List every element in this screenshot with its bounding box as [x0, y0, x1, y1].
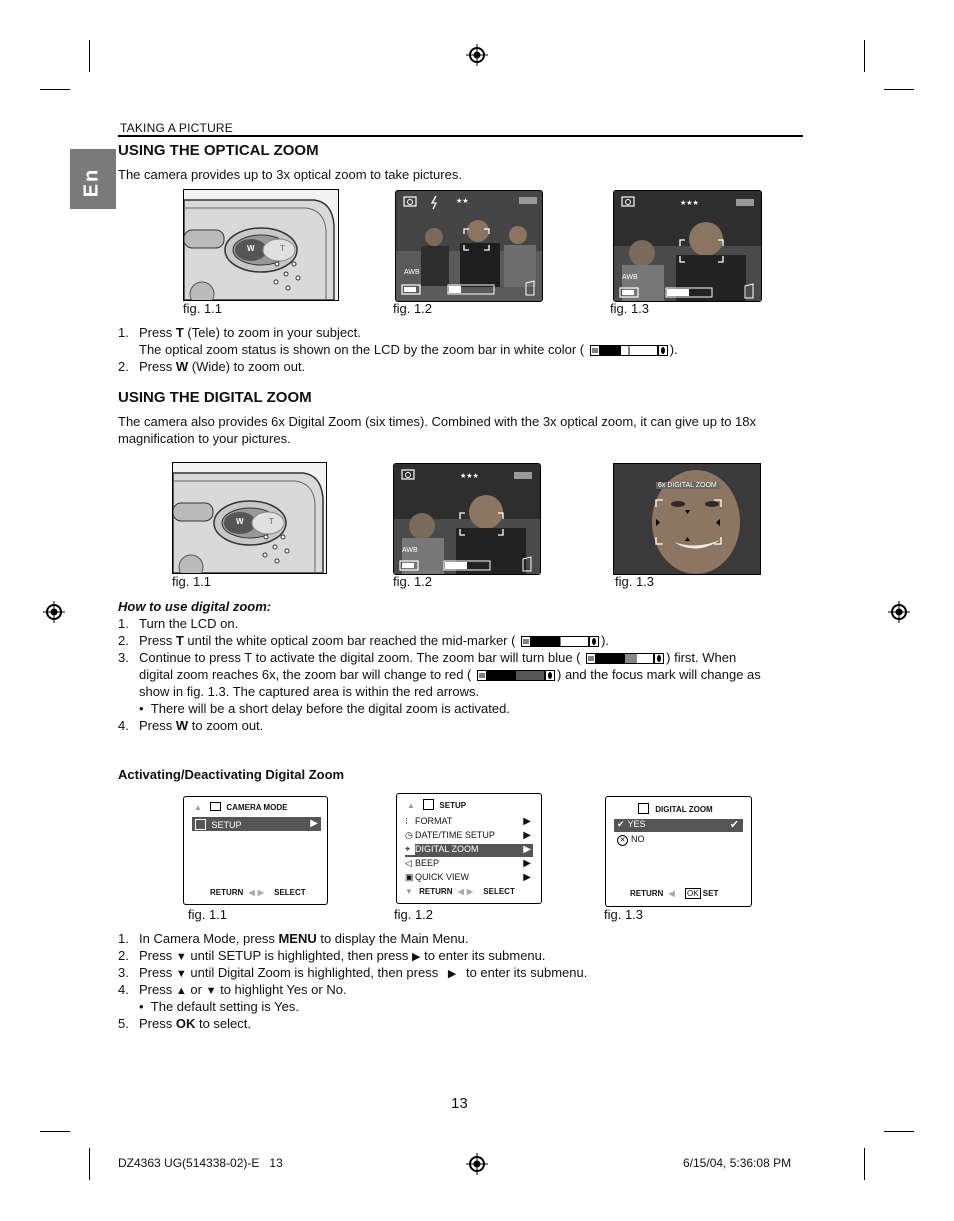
zoom-bar-red-icon — [477, 670, 555, 681]
activating-steps — [118, 930, 818, 1032]
ok-key-icon: OK — [686, 889, 699, 898]
footer-right: 6/15/04, 5:36:08 PM — [683, 1156, 792, 1170]
optical-intro: The camera provides up to 3x optical zoom to take pictures. — [118, 167, 462, 182]
registration-mark-icon — [43, 601, 65, 623]
list-item: • There will be a short delay before the digital zoom is activated. — [139, 701, 510, 716]
up-arrow-icon: ▲ — [194, 803, 202, 812]
menu-item-format[interactable]: ⁝ FORMAT ▶ — [405, 816, 531, 827]
tele-label: T — [280, 244, 285, 253]
lcd-preview-digital-zoom — [613, 463, 761, 575]
section-label: TAKING A PICTURE — [120, 121, 233, 135]
list-item: 5. Press OK to select. — [118, 1016, 251, 1031]
down-arrow-icon: ▼ — [175, 968, 187, 980]
down-arrow-icon: ▼ — [175, 951, 187, 963]
menu-item-beep[interactable]: ◁ BEEP ▶ — [405, 858, 531, 869]
fig-label: fig. 1.3 — [604, 907, 644, 922]
list-item: The optical zoom status is shown on the LCD by the zoom bar in white color ( ). — [139, 342, 678, 357]
setup-icon — [195, 819, 206, 830]
digital-zoom-icon: ⌖ — [405, 844, 415, 855]
optical-zoom-title: USING THE OPTICAL ZOOM — [118, 142, 319, 159]
svg-text:★★: ★★ — [456, 198, 469, 205]
tele-label: T — [269, 517, 274, 526]
speaker-icon: ◁ — [405, 858, 412, 868]
list-item: 3. Press ▼ until Digital Zoom is highlighted, then press ▶ to enter its submenu. — [118, 965, 588, 980]
fig-label: fig. 1.2 — [394, 907, 434, 922]
fig-label: fig. 1.3 — [610, 301, 650, 316]
camera-mode-menu: ▲ CAMERA MODE SETUP ▶ RETURN ◀ ▶ SELECT — [183, 796, 328, 905]
setup-icon — [423, 799, 434, 810]
option-no[interactable]: ✕ NO — [614, 834, 743, 847]
fig-label: fig. 1.1 — [183, 301, 223, 316]
right-arrow-icon: ▶ — [412, 951, 421, 963]
list-item: 1. Turn the LCD on. — [118, 616, 239, 631]
down-arrow-icon: ▼ — [405, 887, 413, 896]
menu-item-setup[interactable]: SETUP ▶ — [192, 817, 321, 831]
cross-circle-icon: ✕ — [617, 835, 628, 846]
left-arrow-icon: ◀ — [457, 887, 464, 896]
digital-zoom-overlay-label: 6x DIGITAL ZOOM — [658, 482, 717, 489]
list-item: 2. Press T until the white optical zoom bar reached the mid-marker ( ). — [118, 633, 610, 648]
lcd-preview-wide — [395, 190, 543, 302]
return-label: RETURN — [419, 887, 453, 896]
down-arrow-icon: ▼ — [205, 985, 217, 997]
select-label: SELECT — [483, 887, 515, 896]
return-label: RETURN — [630, 889, 664, 898]
menu-item-quick-view[interactable]: ▣QUICK VIEW ▶ — [405, 872, 531, 883]
digital-steps — [118, 615, 818, 734]
quick-view-icon: ▣ — [405, 872, 414, 882]
crop-mark — [89, 1148, 90, 1180]
lcd-preview-tele — [613, 190, 762, 302]
fig-label: fig. 1.2 — [393, 301, 433, 316]
format-icon: ⁝ — [405, 816, 408, 826]
wide-label: W — [236, 517, 244, 526]
fig-label: fig. 1.1 — [188, 907, 228, 922]
howto-title: How to use digital zoom: — [118, 599, 272, 614]
digital-zoom-title: USING THE DIGITAL ZOOM — [118, 389, 312, 406]
list-item: • The default setting is Yes. — [139, 999, 299, 1014]
activating-title: Activating/Deactivating Digital Zoom — [118, 767, 345, 782]
svg-text:★★★: ★★★ — [680, 200, 699, 207]
camera-zoom-lever-figure — [183, 189, 339, 301]
list-item: show in fig. 1.3. The captured area is within the red arrows. — [139, 684, 480, 699]
list-item: 2. Press ▼ until SETUP is highlighted, then press ▶ to enter its submenu. — [118, 948, 546, 963]
setup-menu: ▲ SETUP ⁝ FORMAT ▶ ◷ DATE/TIME SETUP ▶ ⌖ DIGITAL ZOOM ▶ ◁ BEEP ▶ ▣QUICK VIEW ▶ ▼ RETURN ◀ ▶ SELECT — [396, 793, 542, 904]
footer-left: DZ4363 UG(514338-02)-E 13 — [118, 1156, 283, 1170]
zoom-bar-white-icon — [590, 345, 668, 356]
language-tab: En — [70, 149, 116, 209]
list-item: 4. Press ▲ or ▼ to highlight Yes or No. — [118, 982, 347, 997]
fig-label: fig. 1.2 — [393, 574, 433, 589]
right-arrow-icon: ▶ — [523, 858, 531, 869]
right-arrow-icon: ▶ — [466, 887, 474, 896]
right-arrow-icon: ▶ — [523, 816, 531, 827]
select-label: SELECT — [274, 888, 306, 897]
selected-check-icon: ✔ — [729, 819, 739, 831]
crop-mark — [89, 40, 90, 72]
up-arrow-icon: ▲ — [407, 801, 415, 810]
up-arrow-icon: ▲ — [175, 985, 187, 997]
digital-zoom-icon — [638, 803, 649, 814]
wide-label: W — [247, 244, 255, 253]
menu-item-digital-zoom[interactable]: ⌖ DIGITAL ZOOM ▶ — [405, 844, 531, 855]
return-label: RETURN — [210, 888, 244, 897]
zoom-bar-mid-icon — [521, 636, 599, 647]
left-arrow-icon: ◀ — [668, 889, 675, 898]
crop-mark — [864, 40, 865, 72]
crop-mark — [40, 1131, 70, 1132]
awb-label: AWB — [402, 547, 418, 554]
right-arrow-icon: ▶ — [523, 830, 531, 841]
left-arrow-icon: ◀ — [248, 888, 255, 897]
svg-text:★★★: ★★★ — [460, 473, 479, 480]
camera-icon — [210, 802, 221, 811]
set-label: SET — [702, 889, 719, 898]
right-arrow-icon: ▶ — [257, 888, 264, 897]
right-arrow-icon: ▶ — [447, 968, 457, 980]
list-item: 2. Press W (Wide) to zoom out. — [118, 359, 306, 374]
crop-mark — [884, 1131, 914, 1132]
registration-mark-icon — [888, 601, 910, 623]
awb-label: AWB — [622, 274, 638, 281]
page-number: 13 — [451, 1095, 468, 1112]
crop-mark — [884, 89, 914, 90]
registration-mark-icon — [466, 1153, 488, 1175]
digital-intro: The camera also provides 6x Digital Zoom (six times). Combined with the 3x optical zoom, it can give up to 18x magnification to your pictures. — [118, 414, 756, 446]
awb-label: AWB — [404, 269, 420, 276]
header-rule — [118, 135, 803, 137]
optical-steps — [118, 324, 808, 375]
registration-mark-icon — [466, 44, 488, 66]
right-arrow-icon: ▶ — [523, 872, 531, 883]
menu-item-date-time[interactable]: ◷ DATE/TIME SETUP ▶ — [405, 830, 531, 841]
right-arrow-icon: ▶ — [523, 844, 531, 855]
list-item: 4. Press W to zoom out. — [118, 718, 264, 733]
lcd-preview-tele — [393, 463, 541, 575]
crop-mark — [864, 1148, 865, 1180]
zoom-bar-blue-icon — [586, 653, 664, 664]
option-yes[interactable]: ✔ YES ✔ — [614, 819, 743, 832]
list-item: 3. Continue to press T to activate the digital zoom. The zoom bar will turn blue ( ) first. When — [118, 650, 737, 665]
fig-label: fig. 1.1 — [172, 574, 212, 589]
right-arrow-icon: ▶ — [310, 818, 318, 829]
list-item: 1. Press T (Tele) to zoom in your subject. — [118, 325, 361, 340]
camera-zoom-lever-figure — [172, 462, 327, 574]
list-item: digital zoom reaches 6x, the zoom bar will change to red ( ) and the focus mark will change as — [139, 667, 761, 682]
digital-zoom-menu: DIGITAL ZOOM ✔ YES ✔ ✕ NO RETURN ◀ OK SET — [605, 796, 752, 907]
fig-label: fig. 1.3 — [615, 574, 655, 589]
list-item: 1. In Camera Mode, press MENU to display the Main Menu. — [118, 931, 469, 946]
check-icon: ✔ — [617, 819, 625, 829]
clock-icon: ◷ — [405, 830, 413, 840]
crop-mark — [40, 89, 70, 90]
